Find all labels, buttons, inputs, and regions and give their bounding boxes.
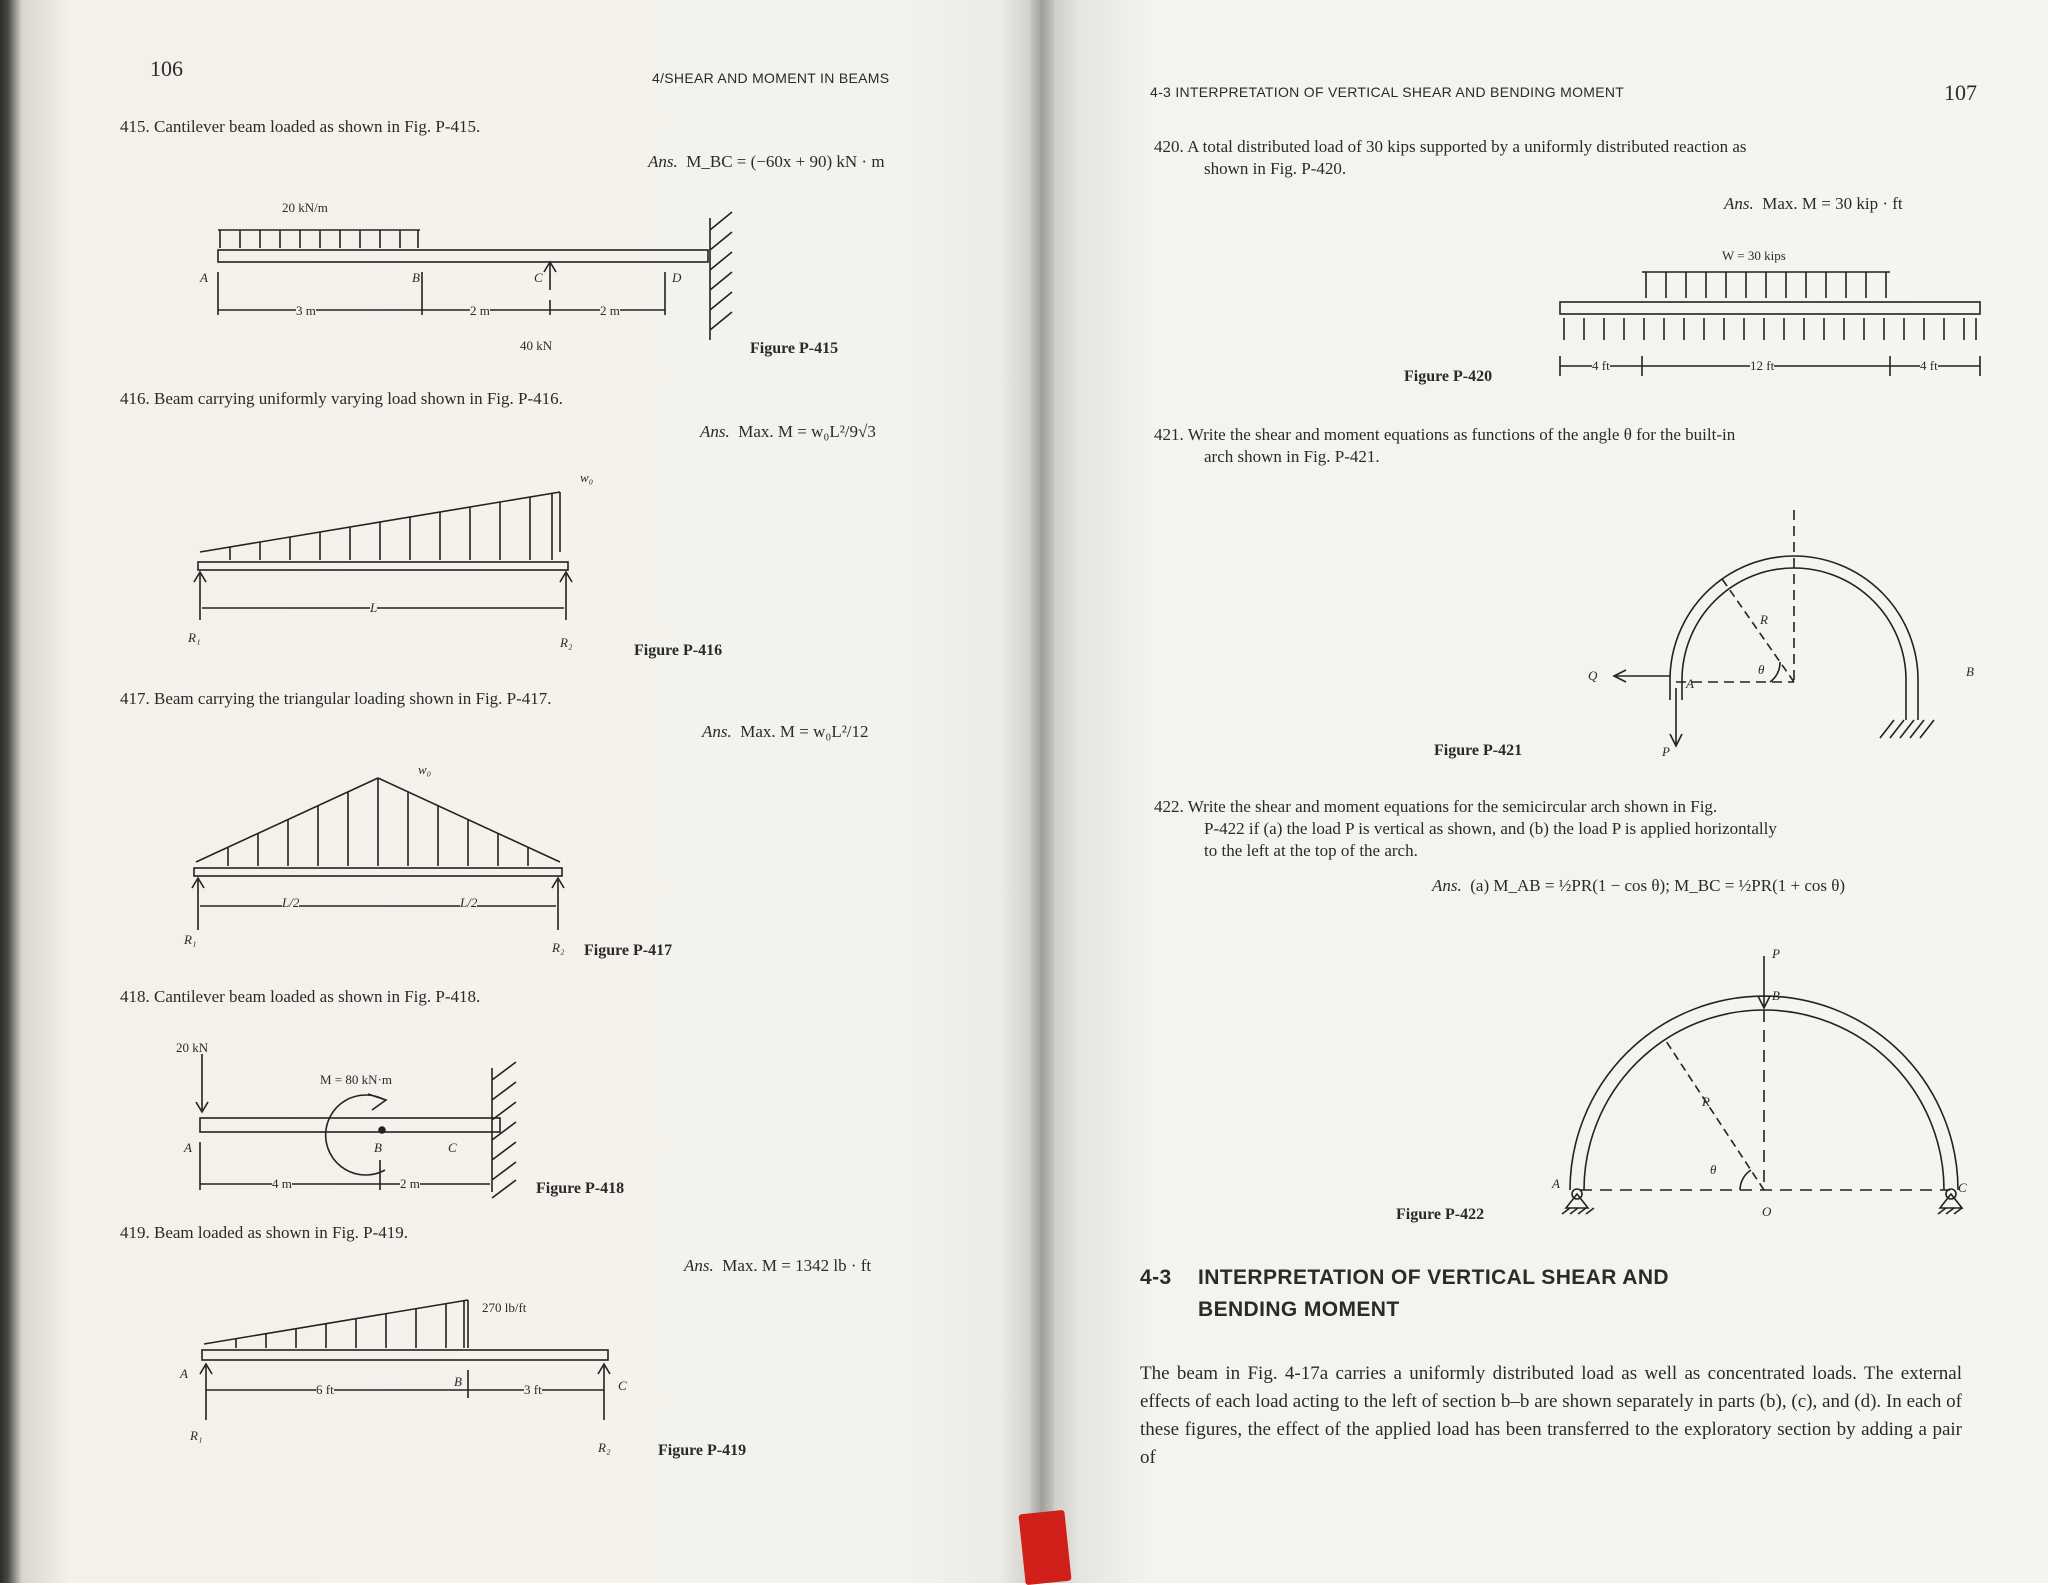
label-a-421: A bbox=[1686, 676, 1694, 691]
label-b-422: B bbox=[1772, 988, 1780, 1003]
answer-415: Ans. M_BC = (−60x + 90) kN · m bbox=[648, 152, 885, 171]
problem-422 bbox=[1154, 796, 1717, 818]
page-number-left: 106 bbox=[150, 56, 183, 81]
right-page bbox=[1040, 0, 2048, 1583]
body-paragraph: The beam in Fig. 4-17a carries a uniformly distributed load as well as concentrated loads. The external effects of each load acting to the left of section b–b are shown separately in parts (b), (c), and (d). In each of these figures, the effect of the applied load has been transferred to the exploratory section by adding a pair of bbox=[1140, 1363, 1962, 1468]
book-spine bbox=[1030, 0, 1054, 1583]
point-a-419: A bbox=[180, 1366, 188, 1381]
point-c-418: C bbox=[448, 1140, 457, 1155]
distributed-load-arrows bbox=[220, 230, 418, 248]
problem-text: A total distributed load of 30 kips supported by a uniformly distributed reaction as bbox=[1187, 137, 1747, 156]
dim-label: 2 m bbox=[600, 303, 620, 318]
problem-text: Write the shear and moment equations for the semicircular arch shown in Fig. bbox=[1187, 797, 1718, 816]
section-title-line1: INTERPRETATION OF VERTICAL SHEAR AND bbox=[1198, 1266, 1669, 1289]
label-r-422: R bbox=[1702, 1094, 1710, 1109]
figure-caption-p415: Figure P-415 bbox=[750, 340, 839, 357]
problem-number: 417. bbox=[120, 689, 150, 708]
problem-text: Cantilever beam loaded as shown in Fig. P-418. bbox=[154, 987, 481, 1006]
problem-number: 416. bbox=[120, 389, 150, 408]
figure-caption-p422: Figure P-422 bbox=[1396, 1206, 1485, 1223]
label-c-422: C bbox=[1958, 1180, 1967, 1195]
label-o-422: O bbox=[1762, 1204, 1772, 1219]
point-a-418: A bbox=[184, 1140, 192, 1155]
figure-caption-p418: Figure P-418 bbox=[536, 1180, 625, 1197]
problem-number: 422. bbox=[1154, 797, 1184, 816]
problem-text: Beam carrying the triangular loading shown in Fig. P-417. bbox=[154, 689, 552, 708]
figure-caption-p421: Figure P-421 bbox=[1434, 742, 1523, 759]
dim-label: 2 m bbox=[400, 1176, 420, 1191]
figure-p422 bbox=[1540, 950, 1980, 1230]
figure-p416 bbox=[190, 480, 610, 630]
problem-text-line: shown in Fig. P-420. bbox=[1204, 159, 1347, 178]
problem-415 bbox=[120, 116, 480, 138]
answer-422: Ans. (a) M_AB = ½PR(1 − cos θ); M_BC = ½PR(1 + cos θ) bbox=[1432, 876, 1846, 895]
problem-text-line: to the left at the top of the arch. bbox=[1204, 841, 1418, 860]
problem-number: 415. bbox=[120, 117, 150, 136]
reaction-r1-417: R₁ bbox=[184, 932, 197, 947]
answer-416: Ans. Max. M = w₀L²/9√3 bbox=[700, 422, 876, 441]
reaction-r1-416: R₁ bbox=[188, 630, 201, 645]
answer-419: Ans. Max. M = 1342 lb · ft bbox=[684, 1256, 872, 1275]
figure-p417 bbox=[188, 770, 568, 950]
load-label-419: 270 lb/ft bbox=[482, 1300, 527, 1315]
dim-label: 4 m bbox=[272, 1176, 292, 1191]
reaction-r2-419: R₂ bbox=[598, 1440, 611, 1455]
label-theta-422: θ bbox=[1710, 1162, 1717, 1177]
label-p-421: P bbox=[1662, 744, 1670, 759]
point-c-419: C bbox=[618, 1378, 627, 1393]
problem-number: 418. bbox=[120, 987, 150, 1006]
problem-418 bbox=[120, 986, 480, 1008]
label-p-422: P bbox=[1772, 946, 1780, 961]
dim-label: L/2 bbox=[460, 895, 478, 910]
problem-number: 421. bbox=[1154, 425, 1184, 444]
problem-421 bbox=[1154, 424, 1735, 446]
point-a-415: A bbox=[200, 270, 208, 285]
load-label-417: w₀ bbox=[418, 762, 432, 777]
point-c-415: C bbox=[534, 270, 543, 285]
load-label-420: W = 30 kips bbox=[1722, 248, 1786, 263]
label-b-421: B bbox=[1966, 664, 1974, 679]
problem-number: 420. bbox=[1154, 137, 1184, 156]
dim-label: 6 ft bbox=[316, 1382, 334, 1397]
point-d-415: D bbox=[672, 270, 682, 285]
dim-label: 3 m bbox=[296, 303, 316, 318]
problem-text-line: P-422 if (a) the load P is vertical as shown, and (b) the load P is applied horizontally bbox=[1204, 819, 1777, 838]
load-label-416: w₀ bbox=[580, 470, 594, 485]
problem-text: Write the shear and moment equations as functions of the angle θ for the built-in bbox=[1187, 425, 1736, 444]
problem-417 bbox=[120, 688, 552, 710]
figure-p421 bbox=[1580, 500, 1980, 760]
label-r-421: R bbox=[1760, 612, 1768, 627]
problem-text-line: arch shown in Fig. P-421. bbox=[1204, 447, 1380, 466]
moment-label-418: M = 80 kN·m bbox=[320, 1072, 392, 1087]
figure-caption-p416: Figure P-416 bbox=[634, 642, 723, 659]
reaction-r2-416: R₂ bbox=[560, 635, 573, 650]
figure-caption-p417: Figure P-417 bbox=[584, 942, 673, 959]
label-q-421: Q bbox=[1588, 668, 1598, 683]
reaction-r2-417: R₂ bbox=[552, 940, 565, 955]
problem-420 bbox=[1154, 136, 1747, 158]
reaction-r1-419: R₁ bbox=[190, 1428, 203, 1443]
section-number: 4-3 bbox=[1140, 1266, 1172, 1289]
red-bookmark-tab bbox=[1018, 1510, 1071, 1585]
problem-416 bbox=[120, 388, 563, 410]
load-label-415: 20 kN/m bbox=[282, 200, 328, 215]
answer-417: Ans. Max. M = w₀L²/12 bbox=[702, 722, 869, 741]
answer-420: Ans. Max. M = 30 kip · ft bbox=[1724, 194, 1903, 213]
page-number-right: 107 bbox=[1944, 80, 1977, 105]
dim-label: L/2 bbox=[282, 895, 300, 910]
point-b-418: B bbox=[374, 1140, 382, 1155]
figure-caption-p420: Figure P-420 bbox=[1404, 368, 1493, 385]
span-label-416: L bbox=[370, 600, 378, 615]
dim-label: 2 m bbox=[470, 303, 490, 318]
section-title-line2: BENDING MOMENT bbox=[1198, 1298, 1400, 1321]
problem-text: Beam loaded as shown in Fig. P-419. bbox=[154, 1223, 409, 1242]
point-b-415: B bbox=[412, 270, 420, 285]
point-b-419: B bbox=[454, 1374, 462, 1389]
running-head-left: 4/SHEAR AND MOMENT IN BEAMS bbox=[652, 70, 890, 86]
dim-label: 4 ft bbox=[1920, 358, 1938, 373]
force-label-415: 40 kN bbox=[520, 338, 553, 353]
label-a-422: A bbox=[1552, 1176, 1560, 1191]
dim-label: 12 ft bbox=[1750, 358, 1775, 373]
figure-p419 bbox=[196, 1290, 626, 1440]
problem-text: Cantilever beam loaded as shown in Fig. P-415. bbox=[154, 117, 481, 136]
figure-caption-p419: Figure P-419 bbox=[658, 1442, 747, 1459]
dim-label: 3 ft bbox=[524, 1382, 542, 1397]
force-label-418: 20 kN bbox=[176, 1040, 209, 1055]
figure-p415 bbox=[190, 190, 750, 350]
running-head-right: 4-3 INTERPRETATION OF VERTICAL SHEAR AND BENDING MOMENT bbox=[1150, 84, 1625, 100]
problem-number: 419. bbox=[120, 1223, 150, 1242]
problem-text: Beam carrying uniformly varying load shown in Fig. P-416. bbox=[154, 389, 563, 408]
problem-419 bbox=[120, 1222, 408, 1244]
label-theta-421: θ bbox=[1758, 662, 1765, 677]
dim-label: 4 ft bbox=[1592, 358, 1610, 373]
